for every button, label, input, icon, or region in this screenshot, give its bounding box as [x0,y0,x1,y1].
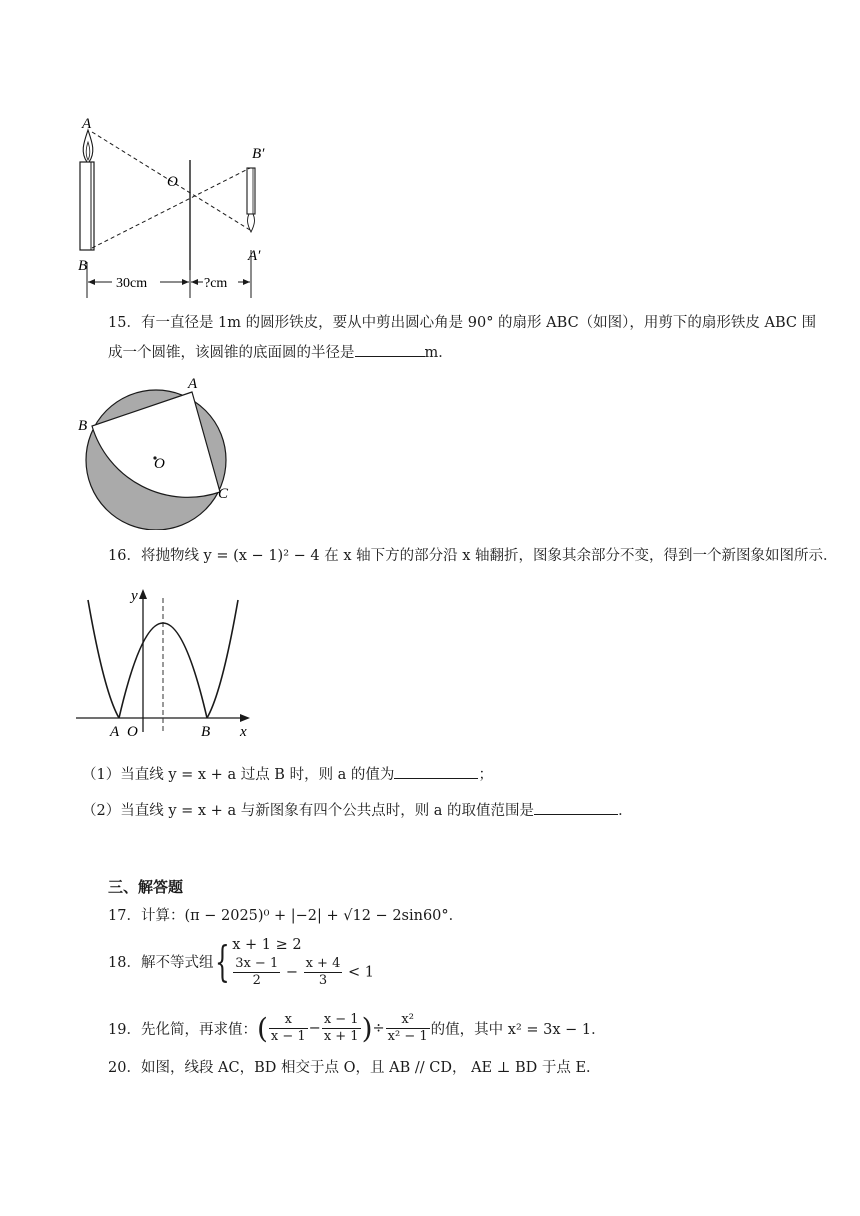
pinhole-figure [70,110,290,300]
fraction-a: $\frac{x}{x - 1}$ [270,1012,306,1044]
label-C: C [218,486,229,502]
inequality-system [232,934,374,989]
label-x: x [240,724,247,740]
q16-sub2-blank[interactable] [534,800,618,815]
label-B: B [78,418,88,434]
label-O: O [154,456,165,472]
q17: 17．计算：(π − 2025)⁰ + |−2| + √12 − 2sin60°． [108,908,464,924]
q15-line2-text: 成一个圆锥，该圆锥的底面圆的半径是 [108,345,355,361]
q20: 20．如图，线段 AC，BD 相交于点 O，且 AB // CD， AE ⊥ BD 于点 E． [108,1060,601,1076]
inequality-2: $\frac{3x - 1}{2}$ − $\frac{x + 4}{3}$ < 1 [235,956,374,988]
q16-sub1 [82,764,493,785]
label-O: O [167,174,178,190]
q15-line2 [108,342,453,363]
label-O: O [127,724,138,740]
label-A-prime: A′ [248,248,261,264]
q16-sub1-blank[interactable] [394,764,478,779]
label-A: A [82,116,92,132]
q15-line2-unit: m． [424,345,453,361]
label-A: A [188,376,198,392]
label-B: B [201,724,211,740]
parabola-figure [70,582,260,742]
label-A: A [110,724,120,740]
q18-prefix: 18．解不等式组 [108,955,214,971]
dist-left-label: 30cm [116,276,148,291]
left-branch [88,600,119,718]
q16-sub2-text: （2）当直线 y = x + a 与新图象有四个公共点时，则 a 的取值范围是 [82,803,535,819]
label-B: B [78,258,88,274]
brace: { [215,936,231,986]
candle-flame [83,130,93,162]
section-title: 三、解答题 [108,878,184,896]
q19: 19．先化简，再求值：( $\frac{x}{x - 1}$ − $\frac{x - 1}{x + 1}$ )÷ $\frac{\text{x²}}{\text{x² − 1}}$ 的值，其中 x² = 3x − 1． [108,1012,606,1045]
q16-sub2-end: ． [618,803,633,819]
fraction-2: $\frac{x + 4}{3}$ [305,956,341,988]
q18 [108,934,374,989]
dist-right-label: ?cm [204,276,228,291]
label-B-prime: B′ [252,146,265,162]
label-y: y [131,588,138,604]
q15-answer-blank[interactable] [355,342,425,357]
q16-sub2 [82,800,633,821]
q16-sub1-text: （1）当直线 y = x + a 过点 B 时，则 a 的值为 [82,767,395,783]
fraction-b: $\frac{x - 1}{x + 1}$ [323,1012,359,1044]
right-branch [207,600,238,718]
inequality-1: x + 1 ≥ 2 [232,937,302,953]
sector-figure [72,370,242,530]
candle-body [80,162,94,250]
q15-line1: 15．有一直径是 1m 的圆形铁皮，要从中剪出圆心角是 90° 的扇形 ABC（如图），用剪下的扇形铁皮 ABC 围 [108,315,817,331]
fraction-c: $\frac{\text{x²}}{\text{x² − 1}}$ [387,1012,428,1044]
image-candle [247,168,255,214]
fraction-1: $\frac{3x - 1}{2}$ [235,956,279,988]
q16-line1: 16．将抛物线 y = (x − 1)² − 4 在 x 轴下方的部分沿 x 轴翻折，图象其余部分不变，得到一个新图象如图所示． [108,548,838,564]
q16-sub1-end: ； [478,767,493,783]
